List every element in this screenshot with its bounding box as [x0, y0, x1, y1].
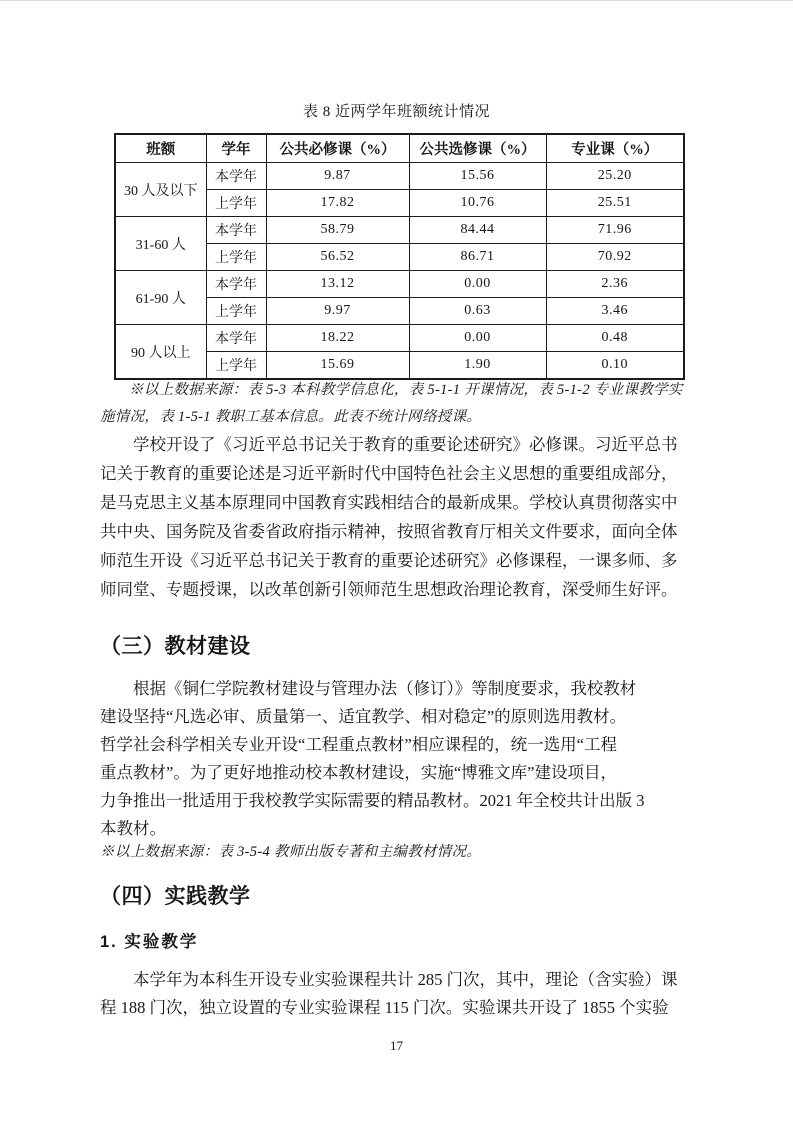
- value-cell: 18.22: [266, 325, 409, 352]
- page-number: 17: [390, 1038, 403, 1053]
- paragraph-line: 共中央、国务院及省委省政府指示精神，按照省教育厅相关文件要求，面向全体: [100, 522, 678, 541]
- note-line: ※以上数据来源：表 5-3 本科教学信息化，表 5-1-1 开课情况，表 5-1-2 专业课教学实: [129, 382, 683, 398]
- year-cell: 本学年: [206, 271, 266, 298]
- class-size-table-wrapper: [114, 133, 685, 380]
- value-cell: 2.36: [546, 271, 684, 298]
- paragraph-line: 程 188 门次，独立设置的专业实验课程 115 门次。实验课共开设了 1855 个实验: [100, 998, 669, 1017]
- table-row: [115, 163, 684, 190]
- value-cell: 70.92: [546, 244, 684, 271]
- value-cell: 17.82: [266, 190, 409, 217]
- column-header: 学年: [206, 134, 266, 163]
- row-group-label: 31-60 人: [115, 217, 206, 271]
- paragraph-line: 师范生开设《习近平总书记关于教育的重要论述研究》必修课程，一课多师、多: [100, 551, 678, 570]
- value-cell: 1.90: [409, 352, 546, 380]
- paragraph-line: 重点教材”。为了更好地推动校本教材建设，实施“博雅文库”建设项目，: [100, 763, 617, 782]
- value-cell: 58.79: [266, 217, 409, 244]
- paragraph-line: 哲学社会科学相关专业开设“工程重点教材”相应课程的，统一选用“工程: [100, 735, 617, 754]
- value-cell: 0.10: [546, 352, 684, 380]
- section-heading-textbook: （三）教材建设: [100, 635, 251, 658]
- paragraph-line: 记关于教育的重要论述是习近平新时代中国特色社会主义思想的重要组成部分，: [100, 464, 678, 483]
- column-header: 公共选修课（%）: [409, 134, 546, 163]
- paragraph-line: 建设坚持“凡选必审、质量第一、适宜教学、相对稳定”的原则选用教材。: [100, 707, 627, 726]
- value-cell: 25.20: [546, 163, 684, 190]
- year-cell: 本学年: [206, 217, 266, 244]
- year-cell: 上学年: [206, 298, 266, 325]
- class-size-table: [114, 133, 685, 380]
- paragraph-textbook: [100, 675, 698, 843]
- value-cell: 0.00: [409, 325, 546, 352]
- value-cell: 0.48: [546, 325, 684, 352]
- row-group-label: 90 人以上: [115, 325, 206, 380]
- note-line: 施情况，表 1-5-1 教职工基本信息。此表不统计网络授课。: [100, 409, 482, 425]
- year-cell: 上学年: [206, 244, 266, 271]
- column-header: 班额: [115, 134, 206, 163]
- paragraph-line: 是马克思主义基本原理同中国教育实践相结合的最新成果。学校认真贯彻落实中: [100, 493, 678, 512]
- paragraph-line: 本学年为本科生开设专业实验课程共计 285 门次，其中，理论（含实验）课: [133, 970, 678, 989]
- value-cell: 15.69: [266, 352, 409, 380]
- value-cell: 84.44: [409, 217, 546, 244]
- value-cell: 9.87: [266, 163, 409, 190]
- value-cell: 25.51: [546, 190, 684, 217]
- year-cell: 本学年: [206, 325, 266, 352]
- value-cell: 56.52: [266, 244, 409, 271]
- table-caption: 表 8 近两学年班额统计情况: [302, 104, 490, 120]
- page-top-divider: [0, 0, 793, 1]
- paragraph-line: 根据《铜仁学院教材建设与管理办法（修订）》等制度要求，我校教材: [133, 679, 637, 698]
- paragraph-line: 本教材。: [100, 819, 166, 838]
- table-header-row: [115, 134, 684, 163]
- value-cell: 15.56: [409, 163, 546, 190]
- paragraph-line: 师同堂、专题授课，以改革创新引领师范生思想政治理论教育，深受师生好评。: [100, 580, 678, 599]
- value-cell: 0.00: [409, 271, 546, 298]
- section-heading-practice: （四）实践教学: [100, 885, 251, 908]
- value-cell: 9.97: [266, 298, 409, 325]
- table-row: [115, 217, 684, 244]
- value-cell: 10.76: [409, 190, 546, 217]
- value-cell: 86.71: [409, 244, 546, 271]
- paragraph-line: 力争推出一批适用于我校教学实际需要的精品教材。2021 年全校共计出版 3: [100, 791, 645, 810]
- table-row: [115, 325, 684, 352]
- value-cell: 0.63: [409, 298, 546, 325]
- row-group-label: 30 人及以下: [115, 163, 206, 217]
- paragraph-experiment: [100, 966, 698, 1022]
- data-source-note: [100, 377, 698, 431]
- paragraph-ideology-course: [100, 430, 698, 604]
- value-cell: 13.12: [266, 271, 409, 298]
- year-cell: 上学年: [206, 352, 266, 380]
- year-cell: 上学年: [206, 190, 266, 217]
- value-cell: 71.96: [546, 217, 684, 244]
- column-header: 公共必修课（%）: [266, 134, 409, 163]
- value-cell: 3.46: [546, 298, 684, 325]
- paragraph-line: 学校开设了《习近平总书记关于教育的重要论述研究》必修课。习近平总书: [133, 435, 678, 454]
- table-row: [115, 271, 684, 298]
- row-group-label: 61-90 人: [115, 271, 206, 325]
- subsection-heading-experiment: 1. 实验教学: [100, 933, 199, 951]
- textbook-data-source-note: ※以上数据来源：表 3-5-4 教师出版专著和主编教材情况。: [100, 844, 482, 860]
- column-header: 专业课（%）: [546, 134, 684, 163]
- year-cell: 本学年: [206, 163, 266, 190]
